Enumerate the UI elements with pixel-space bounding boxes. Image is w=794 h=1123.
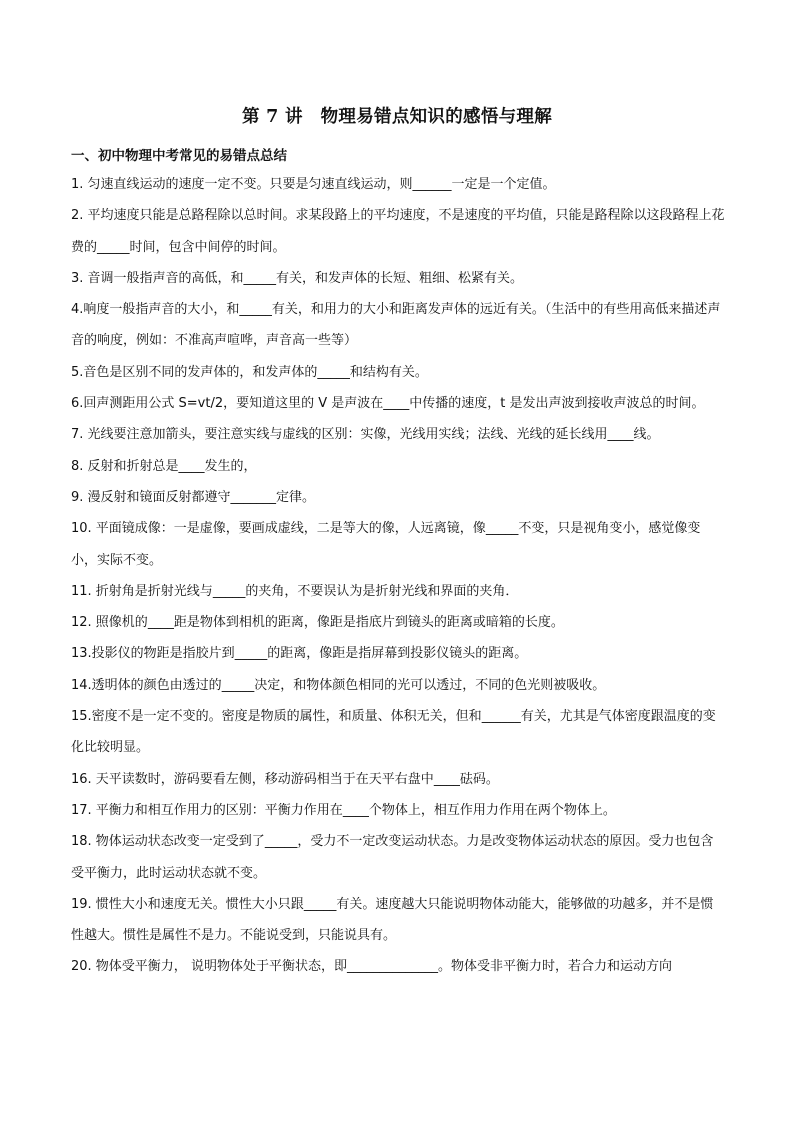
item-text-after: 有关，和用力的大小和距离发声体的远近有关。（生活中的有些用高低来描述声音的响度，例如：不准高声喧哗，声音高一些等）: [71, 302, 721, 349]
item-text-after: 有关。速度越大只能说明物体动能大，能够做的功越多，并不是惯性越大。惯性是属性不是力。不能说受到，只能说具有。: [71, 896, 714, 944]
list-item: [71, 795, 726, 826]
item-text-before: 8. 反射和折射总是: [71, 458, 179, 474]
list-item: [71, 576, 726, 607]
item-text-before: 9. 漫反射和镜面反射都遵守: [71, 489, 231, 505]
item-text-before: 13.投影仪的物距是指胶片到: [71, 646, 235, 662]
list-item: [71, 294, 726, 357]
list-item: [71, 701, 726, 764]
item-text-before: 2. 平均速度只能是总路程除以总时间。求某段路上的平均速度，不是速度的平均值，只能是路程除以这段路程上花费的: [71, 208, 725, 255]
item-text-after: 一定是一个定值。: [451, 177, 556, 192]
fill-in-blank: _____: [97, 239, 130, 255]
fill-in-blank: ____: [607, 427, 634, 443]
item-text-after: 。物体受非平衡力时，若合力和运动方向: [437, 959, 672, 975]
item-text-before: 1. 匀速直线运动的速度一定不变。只要是匀速直线运动，则: [71, 177, 413, 192]
fill-in-blank: _____: [239, 302, 272, 318]
item-text-before: 5.音色是区别不同的发声体的，和发声体的: [71, 364, 318, 380]
fill-in-blank: ______: [481, 709, 521, 725]
list-item: [71, 451, 726, 482]
item-text-after: 有关，和发声体的长短、粗细、松紧有关。: [276, 270, 524, 286]
item-text-before: 7. 光线要注意加箭头，要注意实线与虚线的区别：实像，光线用实线；法线、光线的延长线用: [71, 427, 608, 443]
item-text-after: 时间，包含中间停的时间。: [129, 239, 286, 255]
item-list: [71, 169, 726, 983]
item-text-before: 6.回声测距用公式 S=vt/2，要知道这里的 V 是声波在: [71, 396, 384, 412]
list-item: [71, 607, 726, 638]
list-item: [71, 200, 726, 263]
fill-in-blank: _____: [221, 677, 255, 693]
fill-in-blank: _____: [243, 270, 277, 286]
fill-in-blank: _____: [212, 583, 246, 599]
fill-in-blank: ______________: [346, 959, 438, 975]
item-text-before: 12. 照像机的: [71, 615, 148, 631]
list-item: [71, 826, 726, 889]
item-text-before: 17. 平衡力和相互作用力的区别：平衡力作用在: [71, 802, 343, 818]
item-text-after: 和结构有关。: [349, 364, 428, 380]
item-text-before: 20. 物体受平衡力， 说明物体处于平衡状态，即: [71, 959, 347, 975]
fill-in-blank: _____: [317, 364, 350, 380]
item-text-before: 11. 折射角是折射光线与: [71, 583, 213, 599]
item-text-before: 4.响度一般指声音的大小，和: [71, 302, 240, 318]
fill-in-blank: _____: [234, 646, 268, 662]
page-title: 第 7 讲 物理易错点知识的感悟与理解: [241, 107, 553, 127]
list-item: [71, 357, 726, 388]
fill-in-blank: _____: [485, 521, 519, 537]
list-item: [71, 670, 726, 701]
item-text-before: 19. 惯性大小和速度无关。惯性大小只跟: [71, 896, 304, 912]
item-text-before: 10. 平面镜成像：一是虚像，要画成虚线，二是等大的像，人远离镜，像: [71, 521, 486, 537]
list-item: [71, 169, 726, 200]
list-item: [71, 388, 726, 419]
fill-in-blank: ____: [342, 802, 369, 818]
item-text-after: 发生的，: [204, 458, 257, 474]
item-text-after: 定律。: [276, 489, 316, 505]
item-text-before: 15.密度不是一定不变的。密度是物质的属性，和质量、体积无关，但和: [71, 709, 482, 725]
fill-in-blank: ____: [433, 771, 460, 787]
item-text-after: 的距离，像距是指屏幕到投影仪镜头的距离。: [267, 646, 528, 662]
fill-in-blank: ____: [147, 615, 174, 631]
item-text-after: 有关，尤其是气体密度跟温度的变化比较明显。: [71, 709, 716, 756]
fill-in-blank: ____: [383, 396, 410, 412]
item-text-after: ，受力不一定改变运动状态。力是改变物体运动状态的原因。受力也包含受平衡力，此时运动状态就不变。: [71, 834, 714, 881]
fill-in-blank: _______: [230, 489, 277, 505]
section-heading: 一、初中物理中考常见的易错点总结: [71, 148, 287, 164]
item-text-after: 不变，只是视角变小，感觉像变小，实际不变。: [71, 521, 701, 568]
item-text-before: 16. 天平读数时，游码要看左侧，移动游码相当于在天平右盘中: [71, 771, 434, 787]
item-text-after: 线。: [633, 427, 660, 443]
list-item: [71, 513, 726, 576]
item-text-after: 个物体上，相互作用力作用在两个物体上。: [368, 802, 616, 818]
list-item: [71, 889, 726, 952]
fill-in-blank: ______: [412, 177, 452, 192]
list-item: [71, 419, 726, 450]
item-text-after: 距是物体到相机的距离，像距是指底片到镜头的距离或暗箱的长度。: [173, 615, 564, 631]
list-item: [71, 764, 726, 795]
fill-in-blank: ____: [178, 458, 205, 474]
fill-in-blank: _____: [264, 834, 298, 850]
item-text-after: 决定，和物体颜色相同的光可以透过，不同的色光则被吸收。: [254, 677, 606, 693]
list-item: [71, 263, 726, 294]
item-text-after: 砝码。: [459, 771, 499, 787]
item-text-after: 的夹角，不要误认为是折射光线和界面的夹角．: [245, 583, 519, 599]
fill-in-blank: _____: [303, 896, 337, 912]
item-text-after: 中传播的速度，t 是发出声波到接收声波总的时间。: [409, 396, 705, 412]
list-item: [71, 951, 726, 982]
list-item: [71, 638, 726, 669]
item-text-before: 18. 物体运动状态改变一定受到了: [71, 834, 265, 850]
item-text-before: 3. 音调一般指声音的高低，和: [71, 270, 244, 286]
item-text-before: 14.透明体的颜色由透过的: [71, 677, 222, 693]
list-item: [71, 482, 726, 513]
